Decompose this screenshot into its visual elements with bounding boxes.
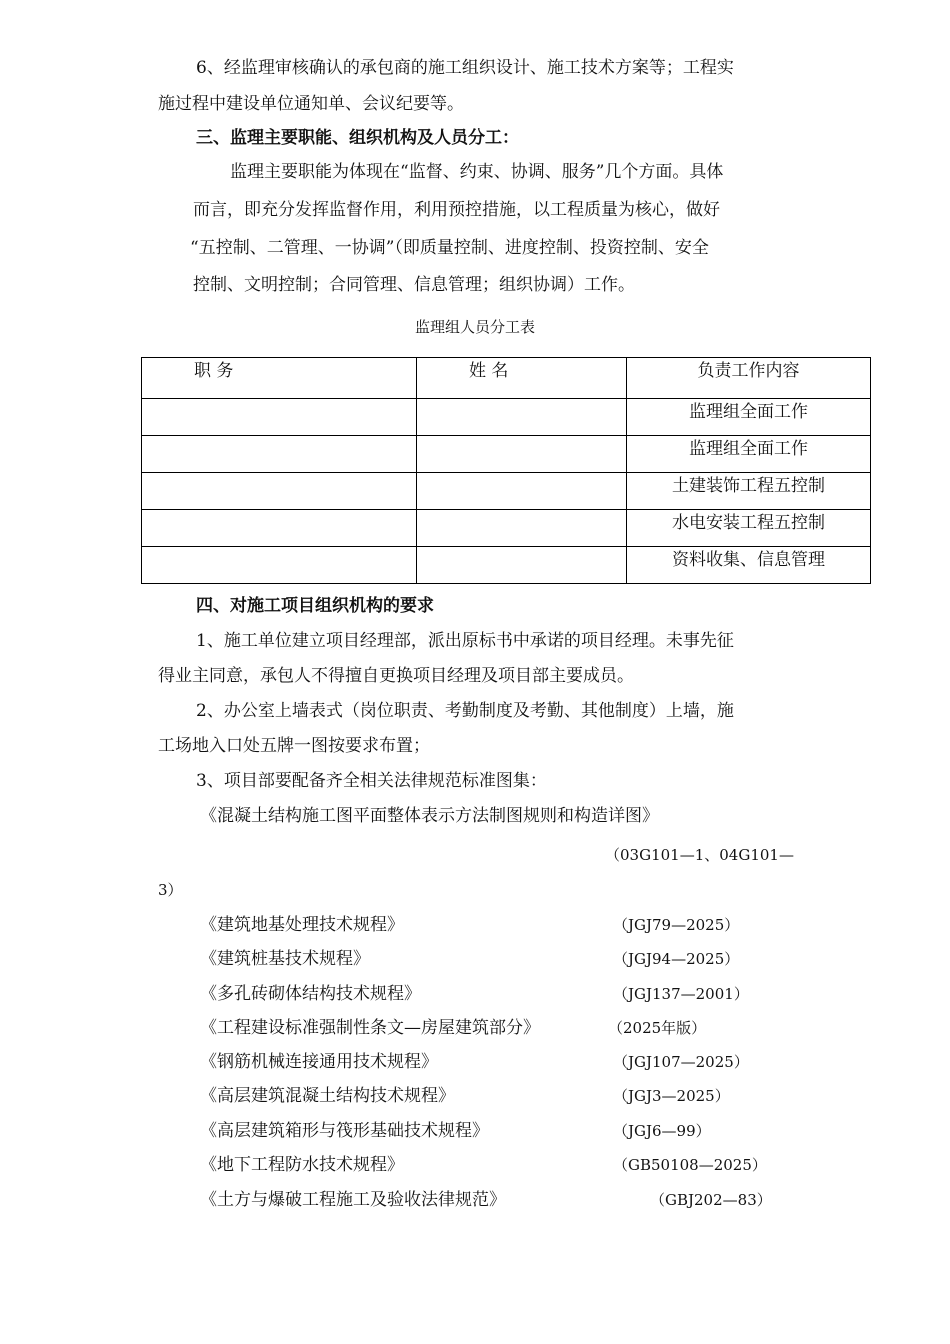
item-3: 3、项目部要配备齐全相关法律规范标准图集： [196, 771, 547, 791]
table-row [142, 473, 871, 510]
table-row [142, 510, 871, 547]
header-duty: 负责工作内容 [627, 358, 871, 399]
paragraph-6-line-2: 施过程中建设单位通知单、会议纪要等。 [158, 94, 464, 114]
standard-code-first: （03G101—1、04G101— [605, 846, 794, 864]
standard-name: 《高层建筑混凝土结构技术规程》 [200, 1086, 455, 1106]
standard-code: （2025年版） [608, 1019, 707, 1037]
standard-code: （GB50108—2025） [613, 1156, 767, 1174]
standard-name: 《高层建筑箱形与筏形基础技术规程》 [200, 1121, 489, 1141]
standard-name: 《钢筋机械连接通用技术规程》 [200, 1052, 438, 1072]
cell-duty: 水电安装工程五控制 [627, 510, 871, 547]
standard-code: （JGJ137—2001） [613, 985, 749, 1003]
cell-position [142, 547, 417, 584]
cell-duty: 土建装饰工程五控制 [627, 473, 871, 510]
standard-name-first: 《混凝土结构施工图平面整体表示方法制图规则和构造详图》 [200, 806, 659, 826]
standard-name: 《地下工程防水技术规程》 [200, 1155, 404, 1175]
table-row [142, 399, 871, 436]
section-4-heading: 四、对施工项目组织机构的要求 [196, 596, 434, 616]
standard-code: （JGJ107—2025） [613, 1053, 749, 1071]
standard-code: （JGJ6—99） [613, 1122, 711, 1140]
duty-paragraph-line-2: 而言，即充分发挥监督作用，利用预控措施，以工程质量为核心，做好 [193, 200, 720, 220]
duty-paragraph-line-4: 控制、文明控制；合同管理、信息管理；组织协调）工作。 [193, 275, 635, 295]
standard-name: 《工程建设标准强制性条文—房屋建筑部分》 [200, 1018, 540, 1038]
cell-name [417, 547, 627, 584]
standard-name: 《建筑地基处理技术规程》 [200, 915, 404, 935]
staff-division-table [141, 357, 871, 584]
cell-name [417, 473, 627, 510]
standard-code: （JGJ94—2025） [613, 950, 740, 968]
header-name: 姓 名 [417, 358, 627, 399]
item-1-line-1: 1、施工单位建立项目经理部，派出原标书中承诺的项目经理。未事先征 [196, 631, 734, 651]
duty-paragraph-line-3: “五控制、二管理、一协调”（即质量控制、进度控制、投资控制、安全 [190, 238, 709, 258]
cell-name [417, 436, 627, 473]
standard-code: （JGJ3—2025） [613, 1087, 730, 1105]
cell-duty: 监理组全面工作 [627, 436, 871, 473]
cell-duty: 资料收集、信息管理 [627, 547, 871, 584]
item-1-line-2: 得业主同意，承包人不得擅自更换项目经理及项目部主要成员。 [158, 666, 634, 686]
cell-duty: 监理组全面工作 [627, 399, 871, 436]
cell-position [142, 473, 417, 510]
table-header-row [142, 358, 871, 399]
standard-name: 《建筑桩基技术规程》 [200, 949, 370, 969]
standard-name: 《多孔砖砌体结构技术规程》 [200, 984, 421, 1004]
item-2-line-2: 工场地入口处五牌一图按要求布置； [158, 736, 430, 756]
cell-position [142, 510, 417, 547]
table-row [142, 547, 871, 584]
item-2-line-1: 2、办公室上墙表式（岗位职责、考勤制度及考勤、其他制度）上墙，施 [196, 701, 734, 721]
cell-position [142, 436, 417, 473]
standard-code: （GBJ202—83） [650, 1191, 772, 1209]
cell-name [417, 399, 627, 436]
table-caption: 监理组人员分工表 [414, 318, 535, 336]
standard-code-first-continued: 3） [158, 881, 183, 899]
cell-position [142, 399, 417, 436]
duty-paragraph-line-1: 监理主要职能为体现在“监督、约束、协调、服务”几个方面。具体 [230, 162, 724, 182]
section-3-heading: 三、监理主要职能、组织机构及人员分工： [196, 128, 519, 148]
table-row [142, 436, 871, 473]
paragraph-6-line-1: 6、经监理审核确认的承包商的施工组织设计、施工技术方案等；工程实 [196, 58, 734, 78]
header-position: 职 务 [142, 358, 417, 399]
cell-name [417, 510, 627, 547]
standard-code: （JGJ79—2025） [613, 916, 740, 934]
standard-name: 《土方与爆破工程施工及验收法律规范》 [200, 1190, 506, 1210]
